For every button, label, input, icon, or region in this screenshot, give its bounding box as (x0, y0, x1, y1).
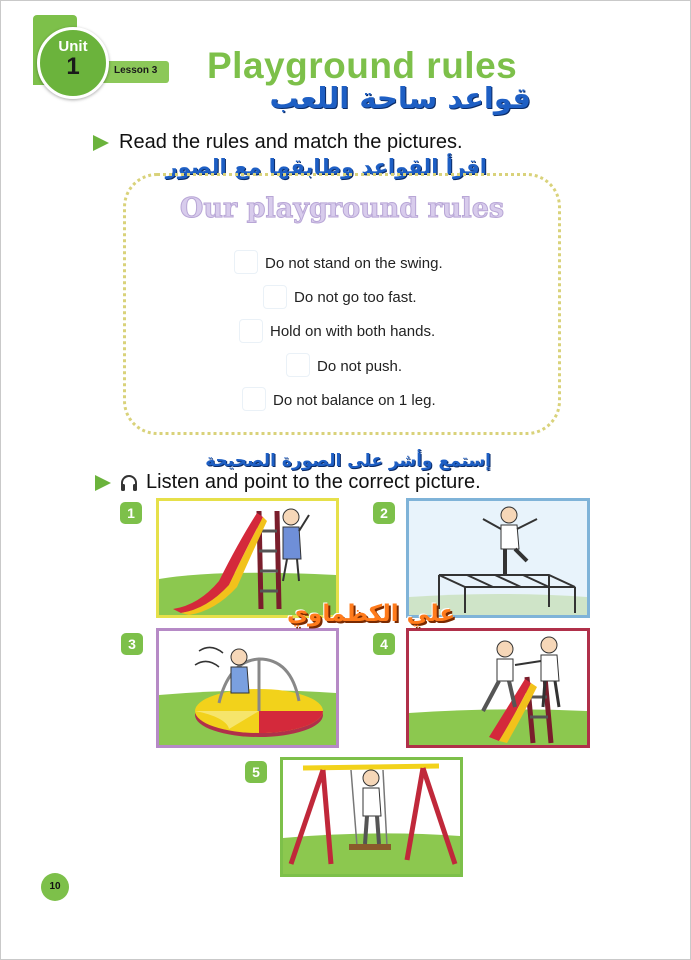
page-title: Playground rules (207, 45, 518, 86)
lesson-label: Lesson 3 (114, 65, 158, 76)
answer-box-3[interactable] (239, 319, 263, 343)
instruction-read-match: Read the rules and match the pictures. (119, 131, 463, 153)
page-number: 10 (41, 873, 69, 901)
instruction-listen-point: Listen and point to the correct picture. (146, 471, 481, 493)
answer-box-2[interactable] (263, 285, 287, 309)
picture-4-slide-push[interactable] (406, 628, 590, 748)
slide-push-illustration (409, 631, 587, 745)
picture-5-swing[interactable] (280, 757, 463, 877)
instruction-read-match-arabic: اقرأ القواعد وطابقها مع الصور (165, 155, 487, 179)
rule-1: Do not stand on the swing. (265, 255, 443, 272)
rule-2: Do not go too fast. (294, 289, 417, 306)
watermark-signature: علي الكظماوي (286, 601, 456, 627)
answer-box-5[interactable] (242, 387, 266, 411)
headphones-icon (120, 474, 138, 492)
picture-number-4: 4 (373, 633, 395, 655)
unit-label: Unit (58, 38, 88, 55)
unit-number: 1 (66, 53, 80, 80)
picture-3-roundabout[interactable] (156, 628, 339, 748)
arrow-icon (95, 475, 111, 491)
answer-box-1[interactable] (234, 250, 258, 274)
rule-5: Do not balance on 1 leg. (273, 392, 436, 409)
instruction-listen-arabic: إستمع وأشر على الصورة الصحيحة (205, 451, 491, 471)
unit-badge (37, 27, 109, 99)
picture-2-climbing-frame[interactable] (406, 498, 590, 618)
rule-3: Hold on with both hands. (270, 323, 436, 340)
climbing-frame-illustration (409, 501, 587, 615)
picture-number-1: 1 (120, 502, 142, 524)
rule-4: Do not push. (317, 358, 403, 375)
slide-illustration (159, 501, 336, 615)
picture-1-slide[interactable] (156, 498, 339, 618)
picture-number-5: 5 (245, 761, 267, 783)
arrow-icon (93, 135, 109, 151)
page-title-arabic: قواعد ساحة اللعب (269, 81, 531, 115)
swing-illustration (283, 760, 460, 874)
roundabout-illustration (159, 631, 336, 745)
picture-number-3: 3 (121, 633, 143, 655)
rules-box-title: Our playground rules (179, 193, 505, 224)
picture-number-2: 2 (373, 502, 395, 524)
answer-box-4[interactable] (286, 353, 310, 377)
